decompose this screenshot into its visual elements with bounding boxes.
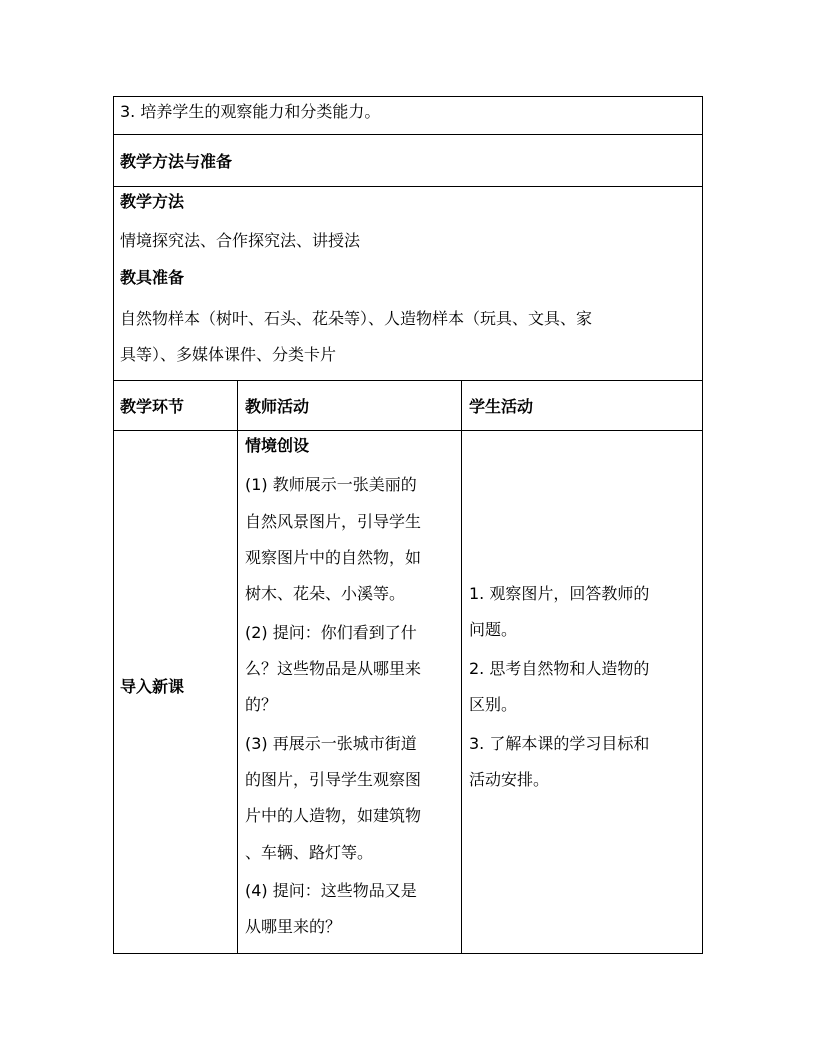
method-text: 情境探究法、合作探究法、讲授法 — [120, 231, 361, 250]
teacher-activity-line: 的图片，引导学生观察图 — [245, 770, 422, 789]
teacher-activity-title: 情境创设 — [245, 436, 310, 455]
student-activity-line: 2. 思考自然物和人造物的 — [469, 659, 650, 678]
student-activity-line: 问题。 — [469, 620, 518, 639]
row-divider — [113, 380, 703, 381]
tools-title: 教具准备 — [120, 268, 185, 287]
method-title: 教学方法 — [120, 192, 185, 211]
teacher-activity-line: 么？这些物品是从哪里来 — [245, 659, 422, 678]
row-divider — [113, 134, 703, 135]
teacher-activity-line: 从哪里来的？ — [245, 917, 342, 936]
column-divider — [237, 380, 238, 954]
student-activity-line: 区别。 — [469, 695, 518, 714]
teacher-activity-line: 树木、花朵、小溪等。 — [245, 584, 406, 603]
teacher-activity-line: 的？ — [245, 695, 278, 714]
stage-label: 导入新课 — [120, 677, 185, 696]
teacher-activity-line: 片中的人造物，如建筑物 — [245, 806, 422, 825]
column-header-student: 学生活动 — [469, 397, 534, 416]
teacher-activity-line: (1) 教师展示一张美丽的 — [245, 475, 417, 494]
tools-text: 具等）、多媒体课件、分类卡片 — [120, 345, 337, 364]
student-activity-line: 活动安排。 — [469, 770, 550, 789]
column-header-teacher: 教师活动 — [245, 397, 310, 416]
teacher-activity-line: (2) 提问：你们看到了什 — [245, 623, 417, 642]
row-divider — [113, 186, 703, 187]
teacher-activity-line: (3) 再展示一张城市街道 — [245, 734, 417, 753]
teacher-activity-line: (4) 提问：这些物品又是 — [245, 881, 417, 900]
column-header-stage: 教学环节 — [120, 397, 185, 416]
teacher-activity-line: 观察图片中的自然物，如 — [245, 548, 422, 567]
row-divider — [113, 430, 703, 431]
tools-text: 自然物样本（树叶、石头、花朵等）、人造物样本（玩具、文具、家 — [120, 309, 593, 328]
student-activity-line: 3. 了解本课的学习目标和 — [469, 734, 650, 753]
teacher-activity-line: 自然风景图片，引导学生 — [245, 512, 422, 531]
objective-item: 3. 培养学生的观察能力和分类能力。 — [120, 102, 381, 121]
teacher-activity-line: 、车辆、路灯等。 — [245, 843, 374, 862]
student-activity-line: 1. 观察图片，回答教师的 — [469, 584, 650, 603]
section-heading: 教学方法与准备 — [120, 152, 233, 171]
column-divider — [461, 380, 462, 954]
